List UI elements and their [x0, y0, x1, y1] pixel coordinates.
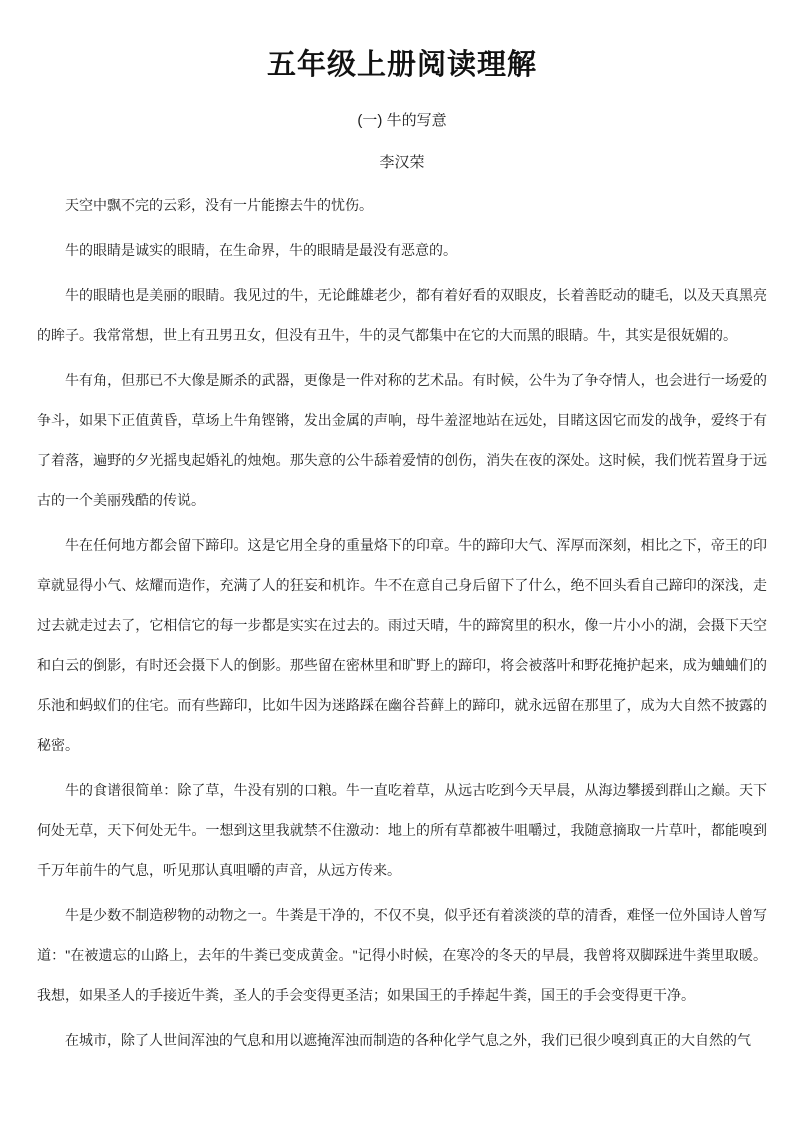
section-heading: (一) 牛的写意: [357, 112, 447, 129]
author-name: 李汉荣: [379, 154, 425, 171]
page-title: 五年级上册阅读理解: [266, 49, 537, 81]
article-body: [37, 185, 767, 1060]
paragraph: 天空中飘不完的云彩，没有一片能擦去牛的忧伤。: [65, 197, 373, 213]
paragraph: 牛的眼睛也是美丽的眼睛。我见过的牛，无论雌雄老少，都有着好看的双眼皮，长着善眨动的睫毛，以及天真黑亮的眸子。我常常想，世上有丑男丑女，但没有丑牛，牛的灵气都集中在它的大而黑的眼睛。牛，其实是很妩媚的。: [37, 287, 767, 343]
paragraph: 牛在任何地方都会留下蹄印。这是它用全身的重量烙下的印章。牛的蹄印大气、浑厚而深刻，相比之下，帝王的印章就显得小气、炫耀而造作，充满了人的狂妄和机诈。牛不在意自己身后留下了什么，绝不回头看自己蹄印的深浅，走过去就走过去了，它相信它的每一步都是实实在过去的。雨过天晴，牛的蹄窝里的积水，像一片小小的湖，会摄下天空和白云的倒影，有时还会摄下人的倒影。那些留在密林里和旷野上的蹄印，将会被落叶和野花掩护起来，成为蛐蛐们的乐池和蚂蚁们的住宅。而有些蹄印，比如牛因为迷路踩在幽谷苔藓上的蹄印，就永远留在那里了，成为大自然不披露的秘密。: [37, 537, 767, 753]
paragraph: 牛的眼睛是诚实的眼睛，在生命界，牛的眼睛是最没有恶意的。: [65, 242, 457, 258]
paragraph: 牛是少数不制造秽物的动物之一。牛粪是干净的，不仅不臭，似乎还有着淡淡的草的清香，难怪一位外国诗人曾写道："在被遗忘的山路上，去年的牛粪已变成黄金。"记得小时候，在寒冷的冬天的早晨，我曾将双脚踩进牛粪里取暖。我想，如果圣人的手接近牛粪，圣人的手会变得更圣洁；如果国王的手捧起牛粪，国王的手会变得更干净。: [37, 907, 767, 1003]
paragraph: 牛有角，但那已不大像是厮杀的武器，更像是一件对称的艺术品。有时候，公牛为了争夺情人，也会进行一场爱的争斗，如果下正值黄昏，草场上牛角铿锵，发出金属的声响，母牛羞涩地站在远处，目睹这因它而发的战争，爱终于有了着落，遍野的夕光摇曳起婚礼的烛炮。那失意的公牛舔着爱情的创伤，消失在夜的深处。这时候，我们恍若置身于远古的一个美丽残酷的传说。: [37, 372, 767, 508]
paragraph: 在城市，除了人世间浑浊的气息和用以遮掩浑浊而制造的各种化学气息之外，我们已很少嗅到真正的大自然的气: [65, 1032, 751, 1048]
paragraph: 牛的食谱很简单：除了草，牛没有别的口粮。牛一直吃着草，从远古吃到今天早晨，从海边攀援到群山之巅。天下何处无草，天下何处无牛。一想到这里我就禁不住激动：地上的所有草都被牛咀嚼过，我随意摘取一片草叶，都能嗅到千万年前牛的气息，听见那认真咀嚼的声音，从远方传来。: [37, 782, 767, 878]
